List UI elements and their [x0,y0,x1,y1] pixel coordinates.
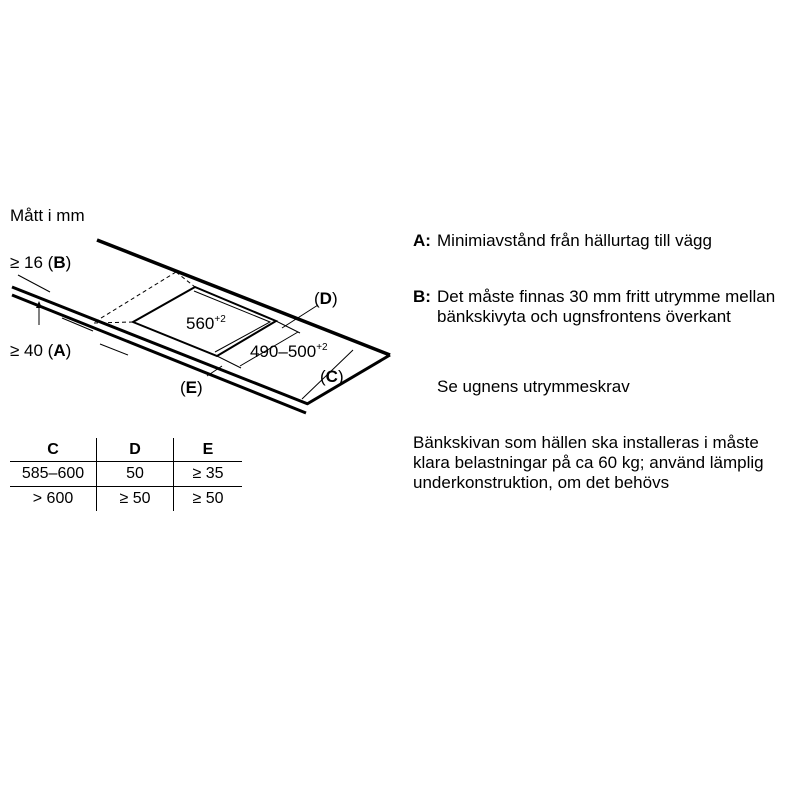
table-header-row [10,438,242,462]
table-header: E [174,438,243,462]
table-cell: ≥ 35 [174,462,243,487]
dimension-table [10,438,242,511]
legend-text-a: Minimiavstånd från hällurtag till vägg [437,231,712,250]
dim-line-a [100,344,128,355]
load-note: Bänkskivan som hällen ska installeras i måste klara belastningar på ca 60 kg; använd lämplig underkonstruktion, om det behövs [413,433,764,492]
table-cell: ≥ 50 [97,487,174,512]
label-c: (C) [320,367,344,386]
legend-text-b: Det måste finnas 30 mm fritt utrymme mellan bänkskivyta och ugnsfrontens överkant [437,287,776,326]
legend-item-b [413,287,776,326]
oven-note: Se ugnens utrymmeskrav [437,377,630,396]
legend-item-a [413,231,712,251]
legend-key-b: B: [413,287,431,306]
units-label: Mått i mm [10,206,85,225]
table-header: C [10,438,97,462]
cutout-depth-label: $490-500^{+2}$ [250,342,328,361]
table-row [10,487,242,512]
table-cell: 50 [97,462,174,487]
label-a: ≥ 40 (A) [10,341,72,360]
table-cell: > 600 [32,490,74,507]
label-e: (E) [180,378,203,397]
dim-line-depth [276,321,300,333]
table-row [10,462,242,487]
legend-key-a: A: [413,231,431,250]
label-b: ≥ 16 (B) [10,253,72,272]
projection-dashed [93,272,176,323]
hob-cutout-group [93,272,276,356]
table-cell: ≥ 50 [174,487,243,512]
dim-line-b [18,275,50,292]
cutout-width-label: $560^{+2}$ [186,314,226,333]
label-d: (D) [314,289,338,308]
table-cell: 585–600 [10,462,97,487]
dim-line-depth [217,356,241,368]
table-header: D [97,438,174,462]
